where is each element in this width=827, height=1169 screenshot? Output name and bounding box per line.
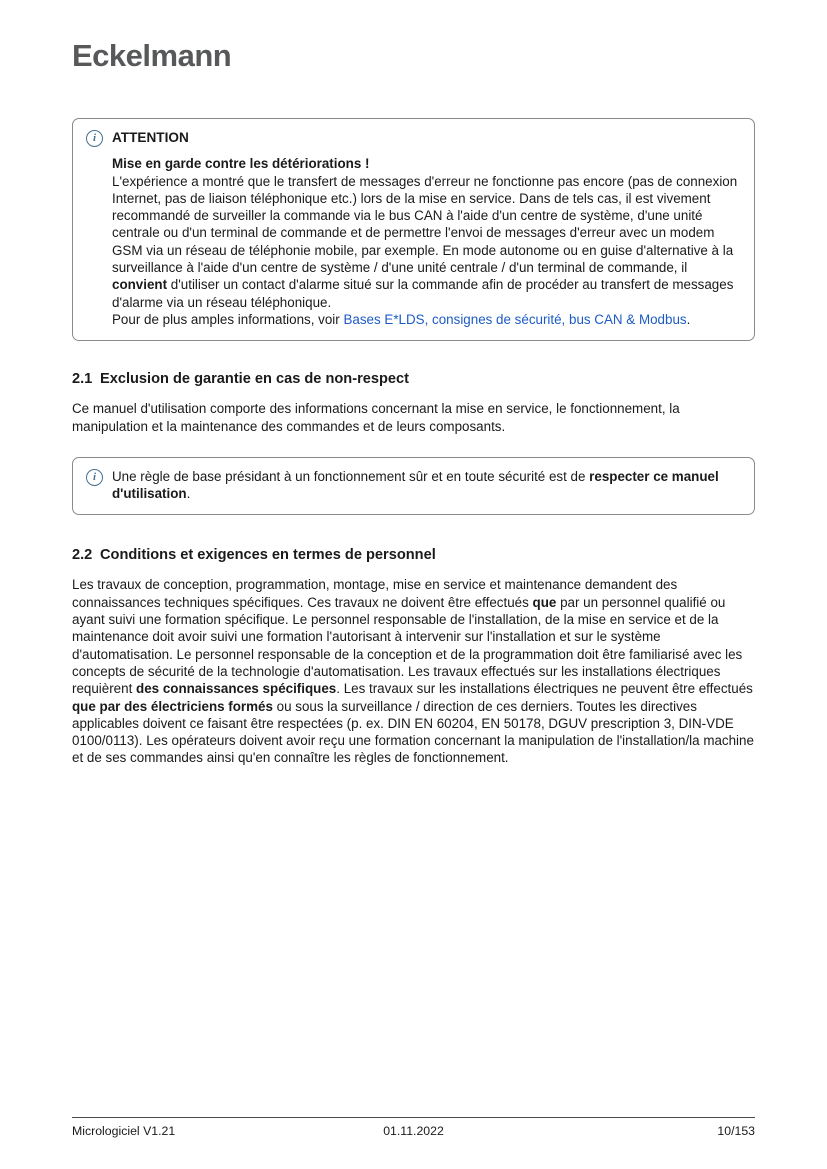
text-segment: ou sous la surveillance / direction de ces derniers. Toutes les directives applicables doivent ce faisant être respectées (p. ex. DIN EN 60204, EN 50178, DGUV prescription 3, DIN-VDE 0100/0113). Les opérateurs doivent avoir reçu une formation concernant la manipulation de l'installation/la machine et de ses commandes ainsi qu'en connaître les règles de fonctionnement. bbox=[72, 698, 754, 766]
text-segment: Ce manuel d'utilisation comporte des informations concernant la mise en service, le fonctionnement, la manipulation et la maintenance des commandes et de leurs composants. bbox=[72, 401, 680, 434]
cross-reference-link[interactable]: Bases E*LDS, consignes de sécurité, bus CAN & Modbus bbox=[343, 311, 687, 327]
footer-firmware-version: Micrologiciel V1.21 bbox=[72, 1124, 176, 1138]
attention-body bbox=[112, 173, 741, 311]
heading-title: Exclusion de garantie en cas de non-respect bbox=[100, 371, 409, 388]
heading-number: 2.2 bbox=[72, 547, 93, 564]
heading-number: 2.1 bbox=[72, 371, 93, 388]
attention-title: ATTENTION bbox=[112, 130, 189, 145]
company-logo: Eckelmann bbox=[72, 38, 232, 73]
bold-text: des connaissances spécifiques bbox=[136, 681, 337, 697]
bold-text: respecter ce manuel d'utilisation bbox=[112, 468, 719, 502]
text-segment: par un personnel qualifié ou ayant suivi une formation spécifique. Le personnel responsable de l'installation, de la mise en service et de la maintenance doit avoir suivi une formation l'autorisant à intervenir sur l'installation et sur le système d'automatisation. Le personnel responsable de la conception et de la programmation doit être familiarisé avec les concepts de sécurité de la technologie d'automatisation. Les travaux effectués sur les installations électriques requièrent bbox=[72, 594, 743, 697]
attention-subtitle: Mise en garde contre les détériorations ! bbox=[112, 156, 370, 172]
text-segment: . Les travaux sur les installations électriques ne peuvent être effectués bbox=[336, 681, 753, 697]
page-footer bbox=[72, 1117, 755, 1138]
text-segment: . bbox=[186, 486, 191, 502]
attention-content bbox=[112, 129, 741, 328]
note-box bbox=[72, 457, 755, 516]
section-2-1-heading bbox=[72, 370, 755, 388]
attention-box bbox=[72, 118, 755, 341]
footer-page-number: 10/153 bbox=[717, 1124, 756, 1138]
bold-text: que par des électriciens formés bbox=[72, 698, 273, 714]
section-2-1-paragraph bbox=[72, 400, 755, 435]
info-icon: i bbox=[86, 130, 103, 147]
attention-more-info bbox=[112, 311, 741, 328]
text-segment: Une règle de base présidant à un fonctionnement sûr et en toute sécurité est de bbox=[112, 468, 590, 484]
text-segment: Les travaux de conception, programmation, montage, mise en service et maintenance demandent des connaissances techniques spécifiques. Ces travaux ne doivent être effectués bbox=[72, 577, 678, 610]
note-content bbox=[112, 468, 741, 503]
section-2-2-heading bbox=[72, 546, 755, 564]
bold-text: que bbox=[532, 594, 557, 610]
heading-title: Conditions et exigences en termes de personnel bbox=[100, 547, 436, 564]
text-segment: Pour de plus amples informations, voir bbox=[112, 311, 344, 327]
text-segment: L'expérience a montré que le transfert de messages d'erreur ne fonctionne pas encore (pas de connexion Internet, pas de liaison téléphonique etc.) lors de la mise en service. Dans de tels cas, il est vivement recommandé de surveiller la commande via le bus CAN à l'aide d'un centre de système, d'une unité centrale ou d'un terminal de commande et de permettre l'envoi de messages d'erreur avec un modem GSM via un réseau de téléphonie mobile, par exemple. En mode autonome ou en guise d'alternative à la surveillance à l'aide d'un centre de système / d'une unité centrale / d'un terminal de commande, il bbox=[112, 173, 738, 276]
text-segment: . bbox=[686, 311, 691, 327]
footer-date: 01.11.2022 bbox=[383, 1124, 444, 1138]
info-icon: i bbox=[86, 469, 103, 486]
note-body bbox=[112, 468, 741, 503]
text-segment: d'utiliser un contact d'alarme situé sur la commande afin de procéder au transfert de messages d'alarme via un réseau téléphonique. bbox=[112, 277, 734, 310]
section-2-2-paragraph bbox=[72, 576, 755, 766]
bold-text: convient bbox=[112, 277, 168, 293]
